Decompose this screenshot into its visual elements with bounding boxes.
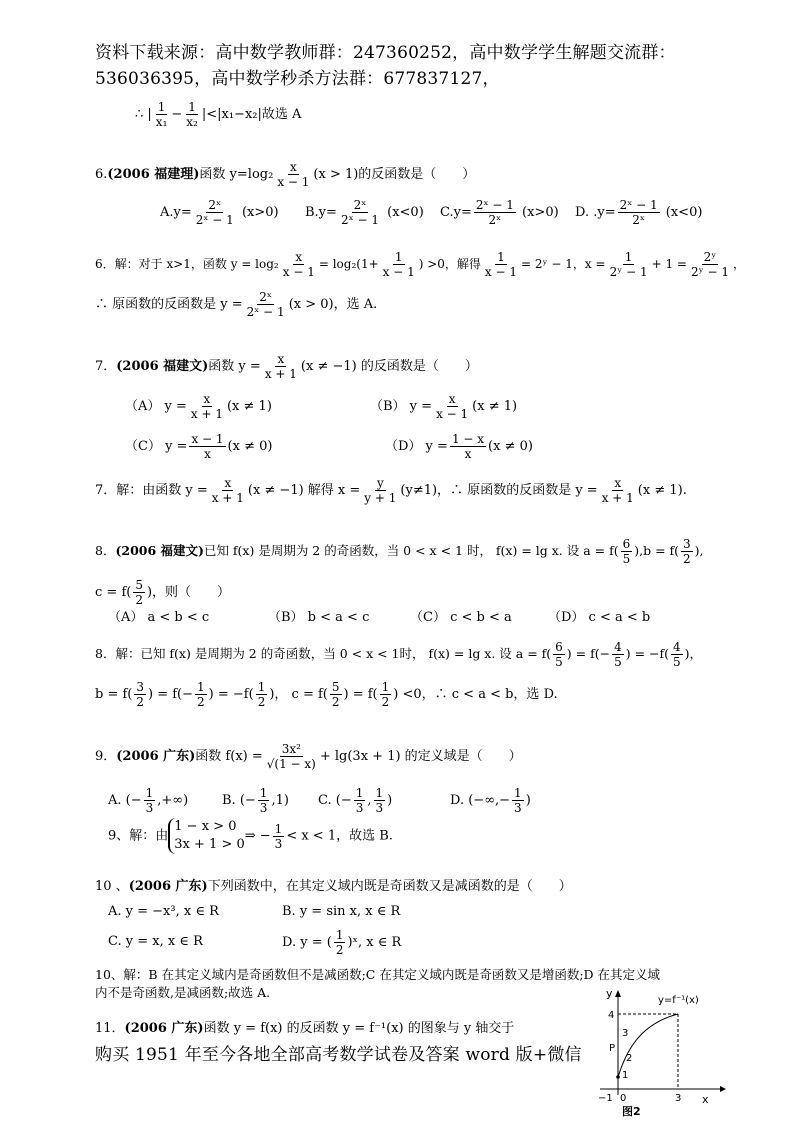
q7-option-b: （B） y = $\frac{x}{x - 1}$ (x ≠ 1) <box>370 392 518 421</box>
tick-y-3: 3 <box>622 1028 629 1039</box>
q7-option-c: （C） y = $\frac{x - 1}{x}$ (x ≠ 0) <box>125 432 273 461</box>
tick-y-2: 2 <box>626 1053 633 1064</box>
q9-option-b: B. (− $\frac{1}{3}$ ,1) <box>222 786 289 815</box>
point-p-label: P <box>609 1043 616 1054</box>
q10-option-d: D. y = ( $\frac{1}{2}$ )ˣ, x ∈ R <box>282 928 402 957</box>
q6-option-a: A.y= $\frac{\text{2ˣ}}{\text{2ˣ − 1}}$ (x>0) <box>160 198 279 227</box>
q10-solution-line-1: 10、解：B 在其定义域内是奇函数但不是减函数;C 在其定义域内既是奇函数又是增函数;D 在其定义域 <box>95 967 661 982</box>
tick-y-4: 4 <box>608 1010 615 1021</box>
q6-option-b: B.y= $\frac{\text{2ˣ}}{\text{2ˣ − 1}}$ (x<0) <box>305 198 424 227</box>
q10-option-c: C. y = x, x ∈ R <box>108 934 203 949</box>
q8-option-b: （B） b < a < c <box>268 610 370 625</box>
figure-caption: 图2 <box>622 1105 641 1118</box>
curve-label: y=f⁻¹(x) <box>658 995 699 1006</box>
q7-option-d: （D） y = $\frac{1 - x}{x}$ (x ≠ 0) <box>385 432 533 461</box>
q8-solution-line-2: b = f( $\frac{3}{2}$ ) = f(− $\frac{1}{2}$ ) = −f( $\frac{1}{2}$ )， c = f( $\frac{5}{2}$ ) = f( $\frac{1}{2}$ ) <0，∴ c < a < b，选 D. <box>95 680 558 709</box>
q11-stem: 11．(2006 广东)函数 y = f(x) 的反函数 y = f⁻¹(x) 的图象与 y 轴交于 <box>95 1021 515 1036</box>
q8-option-d: （D） c < a < b <box>548 610 651 625</box>
q7-option-a: （A） y = $\frac{x}{x + 1}$ (x ≠ 1) <box>125 392 272 421</box>
tick-x-neg-1: −1 <box>598 1093 613 1104</box>
q9-option-d: D. (−∞,− $\frac{1}{3}$ ) <box>450 786 531 815</box>
axis-x-label: x <box>702 1093 709 1106</box>
q8-solution-line-1: 8．解：已知 f(x) 是周期为 2 的奇函数，当 0 < x < 1时， f(x) = lg x. 设 a = f( $\frac{6}{5}$ ) = f(− $\frac{4}{5}$ ) = −f( $\frac{4}{5}$ )， <box>95 640 703 669</box>
q7-solution: 7．解：由函数 y = $\frac{x}{x + 1}$ (x ≠ −1) 解得 x = $\frac{y}{y + 1}$ (y≠1)，∴ 原函数的反函数是 y = $\frac{x}{x + 1}$ (x ≠ 1). <box>95 476 687 505</box>
q8-stem-line-1: 8．(2006 福建文)已知 f(x) 是周期为 2 的奇函数，当 0 < x < 1 时， f(x) = lg x. 设 a = f( $\frac{6}{5}$ ),b = f( $\frac{3}{2}$ ), <box>95 537 704 566</box>
tick-x-3: 3 <box>675 1093 682 1104</box>
footer-advert: 购买 1951 年至今各地全部高考数学试卷及答案 word 版+微信 <box>95 1045 582 1065</box>
inverse-function-curve <box>618 1014 678 1077</box>
header-line-2: 536036395，高中数学秒杀方法群：677837127， <box>95 69 500 89</box>
q10-solution-line-2: 内不是奇函数,是减函数;故选 A. <box>95 985 271 1000</box>
q9-stem: 9．(2006 广东)函数 f(x) = $\frac{\text{3x²}}{√(1 - x)}$ + lg(3x + 1) 的定义域是（ ） <box>95 742 522 771</box>
q7-stem: 7．(2006 福建文)函数 y = $\frac{x}{x + 1}$ (x ≠ −1) 的反函数是（ ） <box>95 352 478 381</box>
q10-stem: 10 、(2006 广东)下列函数中，在其定义域内既是奇函数又是减函数的是（ ） <box>95 879 572 894</box>
q6-solution-line-2: ∴ 原函数的反函数是 y = $\frac{\text{2ˣ}}{\text{2ˣ − 1}}$ (x > 0)，选 A. <box>95 290 378 319</box>
q6-option-d: D. .y= $\frac{\text{2ˣ − 1}}{\text{2ˣ}}$ (x<0) <box>575 198 703 227</box>
intro-line: ∴ | $\frac{1}{\text{x₁}}$ − $\frac{1}{\text{x₂}}$ |<|x₁−x₂|故选 A <box>135 100 302 129</box>
q6-stem: 6.(2006 福建理)函数 y=log₂ $\frac{x}{x - 1}$ (x > 1)的反函数是（ ） <box>95 160 476 189</box>
q9-solution: 9、解：由1 − x > 0 3x + 1 > 0⇒ − $\frac{1}{3}$ < x < 1，故选 B. <box>108 819 393 852</box>
q10-option-a: A. y = −x³, x ∈ R <box>108 904 219 919</box>
figure-2-graph <box>592 985 732 1120</box>
q9-inequality-system: 1 − x > 0 3x + 1 > 0 <box>168 818 244 854</box>
q6-option-c: C.y= $\frac{\text{2ˣ − 1}}{\text{2ˣ}}$ (x>0) <box>440 198 559 227</box>
axis-y-label: y <box>606 987 613 1000</box>
y-axis-arrow <box>615 990 621 997</box>
q8-option-a: （A） a < b < c <box>108 610 210 625</box>
q10-option-b: B. y = sin x, x ∈ R <box>282 904 401 919</box>
tick-y-1: 1 <box>622 1070 629 1081</box>
q6-solution-line-1: 6．解：对于 x>1，函数 y = log₂ $\frac{x}{x - 1}$ = log₂(1+ $\frac{1}{x - 1}$ ) >0，解得 $\frac{1}{x - 1}$ = 2ʸ − 1，x = $\frac{1}{\text{2ʸ − 1}}$ + 1 = $\frac{\text{2ʸ}}{\text{2ʸ − 1}}$ ， <box>95 250 746 279</box>
header-line-1: 资料下载来源：高中数学教师群：247360252，高中数学学生解题交流群： <box>95 43 676 63</box>
q9-option-a: A. (− $\frac{1}{3}$ ,+∞) <box>108 786 189 815</box>
q8-stem-line-2: c = f( $\frac{5}{2}$ )，则（ ） <box>95 578 231 607</box>
q8-option-c: （C） c < b < a <box>410 610 512 625</box>
x-axis-arrow <box>720 1086 726 1092</box>
q9-option-c: C. (− $\frac{1}{3}$ , $\frac{1}{3}$ ) <box>318 786 393 815</box>
origin-label: 0 <box>620 1093 627 1104</box>
point-p <box>616 1075 620 1079</box>
